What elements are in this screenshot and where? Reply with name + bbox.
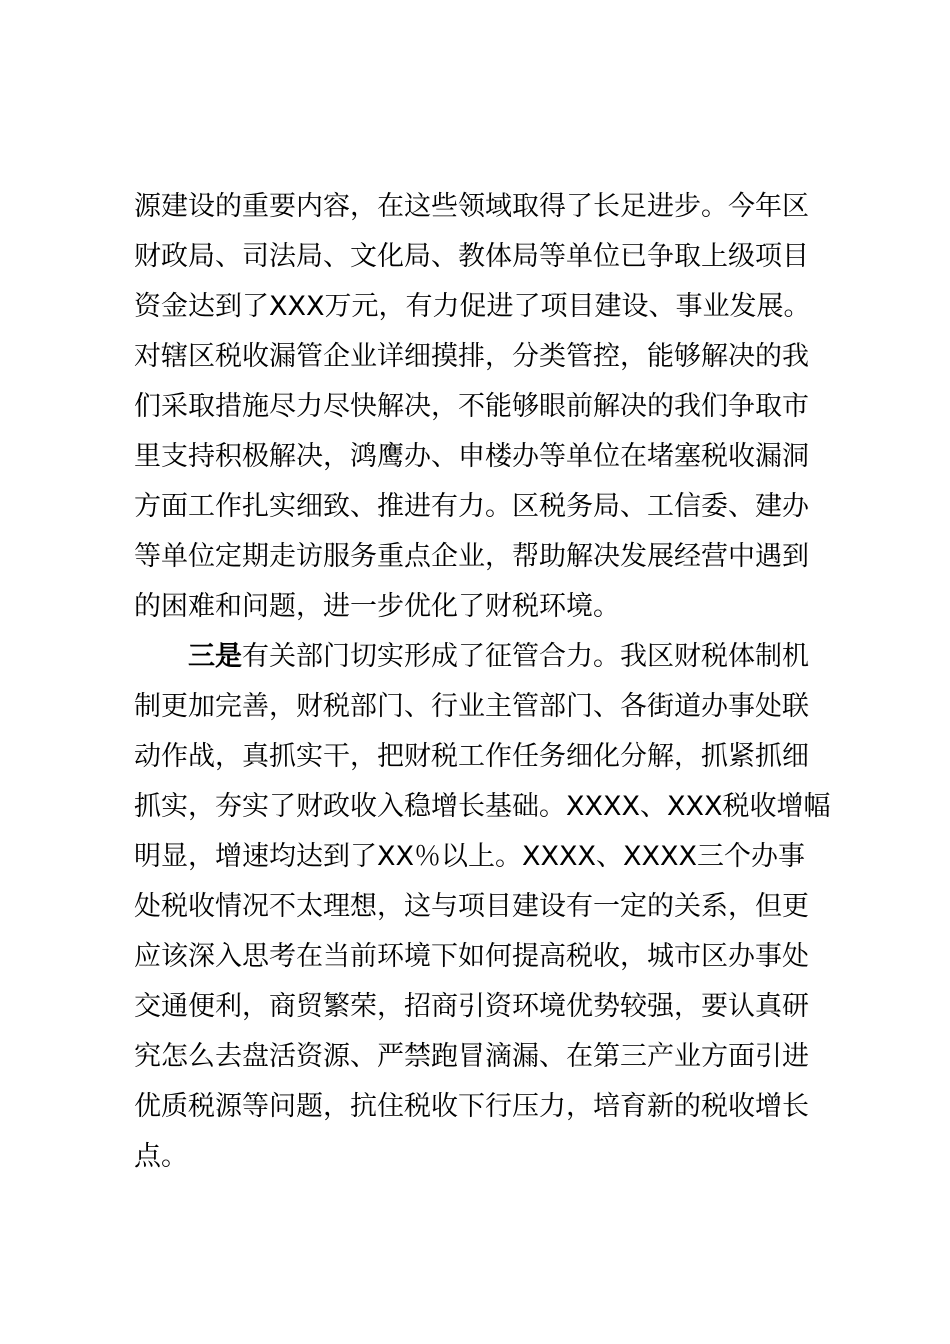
text-line: 交通便利，商贸繁荣，招商引资环境优势较强，要认真研 [134, 991, 809, 1022]
text-line: 应该深入思考在当前环境下如何提高税收，城市区办事处 [134, 941, 809, 972]
text-line: 等单位定期走访服务重点企业，帮助解决发展经营中遇到 [134, 541, 809, 572]
paragraph-1 [134, 182, 854, 632]
text-line: 优质税源等问题，抗住税收下行压力，培育新的税收增长 [134, 1091, 809, 1122]
text-line: 点。 [134, 1141, 188, 1172]
text-line: 究怎么去盘活资源、严禁跑冒滴漏、在第三产业方面引进 [134, 1041, 809, 1072]
text-line: 资金达到了XXX万元，有力促进了项目建设、事业发展。 [134, 291, 811, 322]
paragraph-first-line [134, 632, 854, 682]
first-line-text: 有关部门切实形成了征管合力。我区财税体制机 [242, 641, 809, 672]
text-line: 们采取措施尽力尽快解决，不能够眼前解决的我们争取市 [134, 391, 809, 422]
text-line: 制更加完善，财税部门、行业主管部门、各街道办事处联 [134, 691, 809, 722]
text-line: 源建设的重要内容，在这些领域取得了长足进步。今年区 [134, 191, 809, 222]
text-line: 财政局、司法局、文化局、教体局等单位已争取上级项目 [134, 241, 809, 272]
text-line: 明显，增速均达到了XX％以上。XXXX、XXXX三个办事 [134, 841, 805, 872]
text-line: 抓实，夯实了财政收入稳增长基础。XXXX、XXX税收增幅 [134, 791, 831, 822]
text-line: 处税收情况不太理想，这与项目建设有一定的关系，但更 [134, 891, 809, 922]
text-line: 对辖区税收漏管企业详细摸排，分类管控，能够解决的我 [134, 341, 809, 372]
text-line: 方面工作扎实细致、推进有力。区税务局、工信委、建办 [134, 491, 809, 522]
paragraph-lead-bold: 三是 [188, 641, 242, 672]
text-line: 动作战，真抓实干，把财税工作任务细化分解，抓紧抓细 [134, 741, 809, 772]
paragraph-2 [134, 632, 854, 1182]
body-text [134, 182, 854, 1182]
text-line: 的困难和问题，进一步优化了财税环境。 [134, 591, 620, 622]
text-line: 里支持积极解决，鸿鹰办、申楼办等单位在堵塞税收漏洞 [134, 441, 809, 472]
